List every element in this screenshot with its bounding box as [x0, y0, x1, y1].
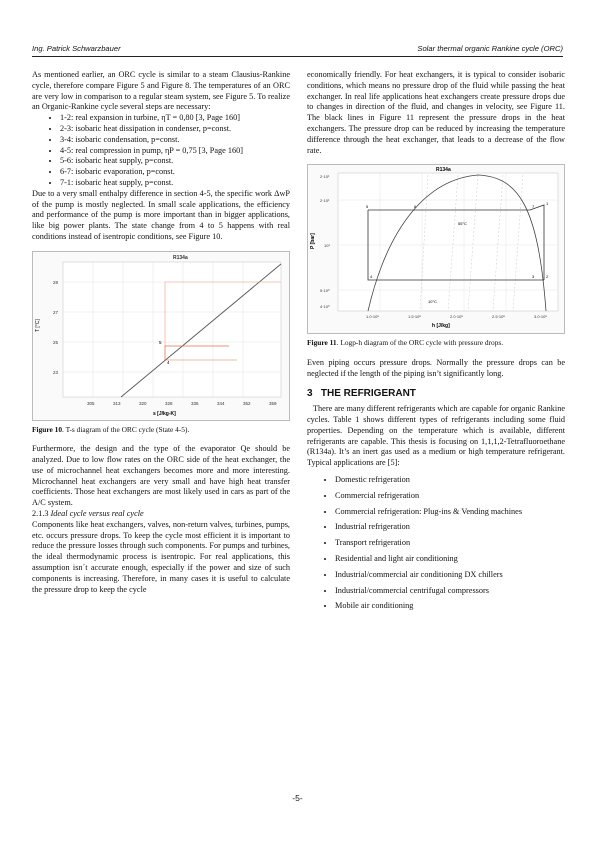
- right-column: [307, 70, 565, 617]
- section-heading: [307, 389, 565, 400]
- svg-text:1: 1: [546, 201, 549, 207]
- y-tick: 2·10¹: [320, 174, 330, 180]
- ts-diagram-svg: [33, 252, 289, 420]
- caption-text: . T-s diagram of the ORC cycle (State 4-5).: [62, 424, 190, 434]
- y-tick: 10¹: [324, 243, 330, 249]
- y-tick: 25: [53, 339, 59, 345]
- list-item: • 5-6: isobaric heat supply, p=const.: [60, 156, 290, 167]
- x-tick: 2.5·10⁵: [492, 314, 505, 320]
- figure-11-caption: [307, 338, 565, 348]
- y-tick: 27: [53, 309, 59, 315]
- list-item: • Residential and light air conditioning: [335, 554, 565, 565]
- y-tick: 2·10¹: [320, 198, 330, 204]
- intro-paragraph: As mentioned earlier, an ORC cycle is similar to a steam Clausius-Rankine cycle, therefore compare Figure 5 and Figure 8. The temperatures of an ORC are very low in comparison to a regular steam system, see Figure 5. To realize an Organic-Rankine cycle several steps are necessary:: [32, 70, 290, 112]
- svg-text:4: 4: [370, 274, 373, 280]
- point-4-label: 4: [167, 359, 170, 365]
- y-tick: 5·10⁰: [320, 288, 330, 294]
- x-tick: 328: [165, 400, 173, 406]
- list-item: • 7-1: isobaric heat supply, p=const.: [60, 178, 290, 189]
- chart-title: R134a: [173, 254, 188, 261]
- x-tick: 1.5·10⁵: [408, 314, 421, 320]
- page-header: [32, 42, 563, 57]
- svg-text:6: 6: [414, 204, 417, 210]
- paragraph-piping: Even piping occurs pressure drops. Normally the pressure drops can be neglected if the length of the piping isn’t significantly long.: [307, 357, 565, 378]
- point-5-label: 5: [159, 339, 162, 345]
- y-axis-label: T [°C]: [35, 319, 41, 332]
- x-tick: 352: [243, 400, 251, 406]
- logph-diagram-svg: [308, 165, 564, 333]
- list-item: • 3-4: isobaric condensation, p=const.: [60, 135, 290, 146]
- section-title: THE REFRIGERANT: [320, 388, 416, 400]
- list-item: • Commercial refrigeration: Plug-ins & Vending machines: [335, 507, 565, 518]
- list-item: • 6-7: isobaric evaporation, p=const.: [60, 167, 290, 178]
- paragraph-pressure-drop: Components like heat exchangers, valves, non-return valves, turbines, pumps, etc. occurs pressure drops. To keep the cycle most efficient it is important to reduce the pressure losses through such components. For pumps and turbines, the ideal thermodynamic process is isentropic. For real applications, this assumption isn´t accurate enough, especially if the power and size of such components is increasing. Therefore, in many cases it is useful to calculate the pressure drop to keep the cycle: [32, 519, 290, 594]
- paragraph-refrigerants: There are many different refrigerants which are capable for organic Rankine cycles. Table 1 shows different types of refrigerants including some fluid properties. Depending on the temperature which is available, different refrigerants are capable. This thesis is focusing on 1,1,1,2-Tetrafluoroethane (R134a). It’s an inert gas used as a medium or high temperature refrigerant. Typical applications are [5]:: [307, 404, 565, 468]
- x-tick: 313: [113, 400, 121, 406]
- figure-10-caption: [32, 425, 290, 435]
- figure-11-logph-diagram: [307, 164, 565, 334]
- y-tick: 28: [53, 279, 59, 285]
- isotherm-label-low: 10°C: [428, 299, 437, 305]
- list-item: • 4-5: real compression in pump, ηP = 0,75 [3, Page 160]: [60, 146, 290, 157]
- x-tick: 2.0·10⁵: [450, 314, 463, 320]
- x-tick: 1.0·10⁵: [366, 314, 379, 320]
- caption-label: Figure 11: [307, 338, 337, 348]
- x-tick: 336: [191, 400, 199, 406]
- x-tick: 320: [139, 400, 147, 406]
- list-item: • Commercial refrigeration: [335, 491, 565, 502]
- paragraph-heat-exchangers: economically friendly. For heat exchangers, it is typical to consider isobaric conditions, which means no pressure drop of the fluid while passing the heat exchanger. In real life applications heat exchangers create pressure drops due to changes in direction of the fluid, and changes in velocity, see Figure 11. The black lines in Figure 11 represent the pressure drops in the heat exchangers. The pressure drop can be reduced by increasing the temperature difference through the heat exchanger, that leads to a decrease of the flow rate.: [307, 70, 565, 155]
- svg-text:3: 3: [532, 274, 535, 280]
- subsection-title: Ideal cycle versus real cycle: [50, 509, 144, 519]
- list-item: • 1-2: real expansion in turbine, ηT = 0,80 [3, Page 160]: [60, 113, 290, 124]
- isotherm-label-high: 55°C: [458, 221, 467, 227]
- page-number: -5-: [292, 793, 303, 803]
- list-item: • 2-3: isobaric heat dissipation in condenser, p=const.: [60, 124, 290, 135]
- svg-text:7: 7: [532, 204, 535, 210]
- subsection-number: 2.1.3: [32, 509, 51, 519]
- list-item: • Mobile air conditioning: [335, 601, 565, 612]
- list-item: • Industrial/commercial centrifugal compressors: [335, 586, 565, 597]
- y-tick: 23: [53, 369, 59, 375]
- paragraph-evaporator: Furthermore, the design and the type of the evaporator Qe should be analyzed. Due to low flow rates on the ORC side of the heat exchanger, the use of microchannel heat exchangers becomes more and more interesting. Microchannel heat exchangers are very small and have high heat transfer coefficients. Those heat exchangers are most likely used in cars as part of the A/C system.: [32, 444, 290, 508]
- x-tick: 305: [87, 400, 95, 406]
- x-axis-label: s [J/kg-K]: [153, 410, 176, 417]
- list-item: • Industrial/commercial air conditioning DX chillers: [335, 570, 565, 581]
- list-item: • Industrial refrigeration: [335, 522, 565, 533]
- section-number: 3: [307, 388, 313, 400]
- list-item: • Transport refrigeration: [335, 538, 565, 549]
- caption-text: . Logp-h diagram of the ORC cycle with pressure drops.: [336, 338, 504, 348]
- x-tick: 3.0·10⁵: [534, 314, 547, 320]
- y-axis-label: P [bar]: [310, 233, 316, 250]
- header-author: Ing. Patrick Schwarzbauer: [32, 44, 121, 53]
- steps-list: [32, 113, 290, 189]
- x-axis-label: h [J/kg]: [432, 323, 450, 330]
- svg-text:2: 2: [546, 274, 549, 280]
- caption-label: Figure 10: [32, 424, 63, 434]
- applications-list: [307, 475, 565, 612]
- subsection-heading: [32, 509, 290, 520]
- paragraph-pump-work: Due to a very small enthalpy difference in section 4-5, the specific work ΔwP of the pump is mostly neglected. In small scale applications, the efficiency and performance of the pump is more important than in bigger applications, like big power plants. The state change from 4 to 5 happens with real conditions instead of isentropic conditions, see Figure 10.: [32, 188, 290, 241]
- y-tick: 4·10⁰: [320, 304, 330, 310]
- x-tick: 344: [217, 400, 225, 406]
- left-column: [32, 70, 290, 595]
- figure-10-ts-diagram: [32, 251, 290, 421]
- svg-text:5: 5: [366, 204, 369, 210]
- x-tick: 359: [269, 400, 277, 406]
- chart-title: R134a: [436, 167, 451, 174]
- list-item: • Domestic refrigeration: [335, 475, 565, 486]
- header-title: Solar thermal organic Rankine cycle (ORC): [417, 44, 563, 53]
